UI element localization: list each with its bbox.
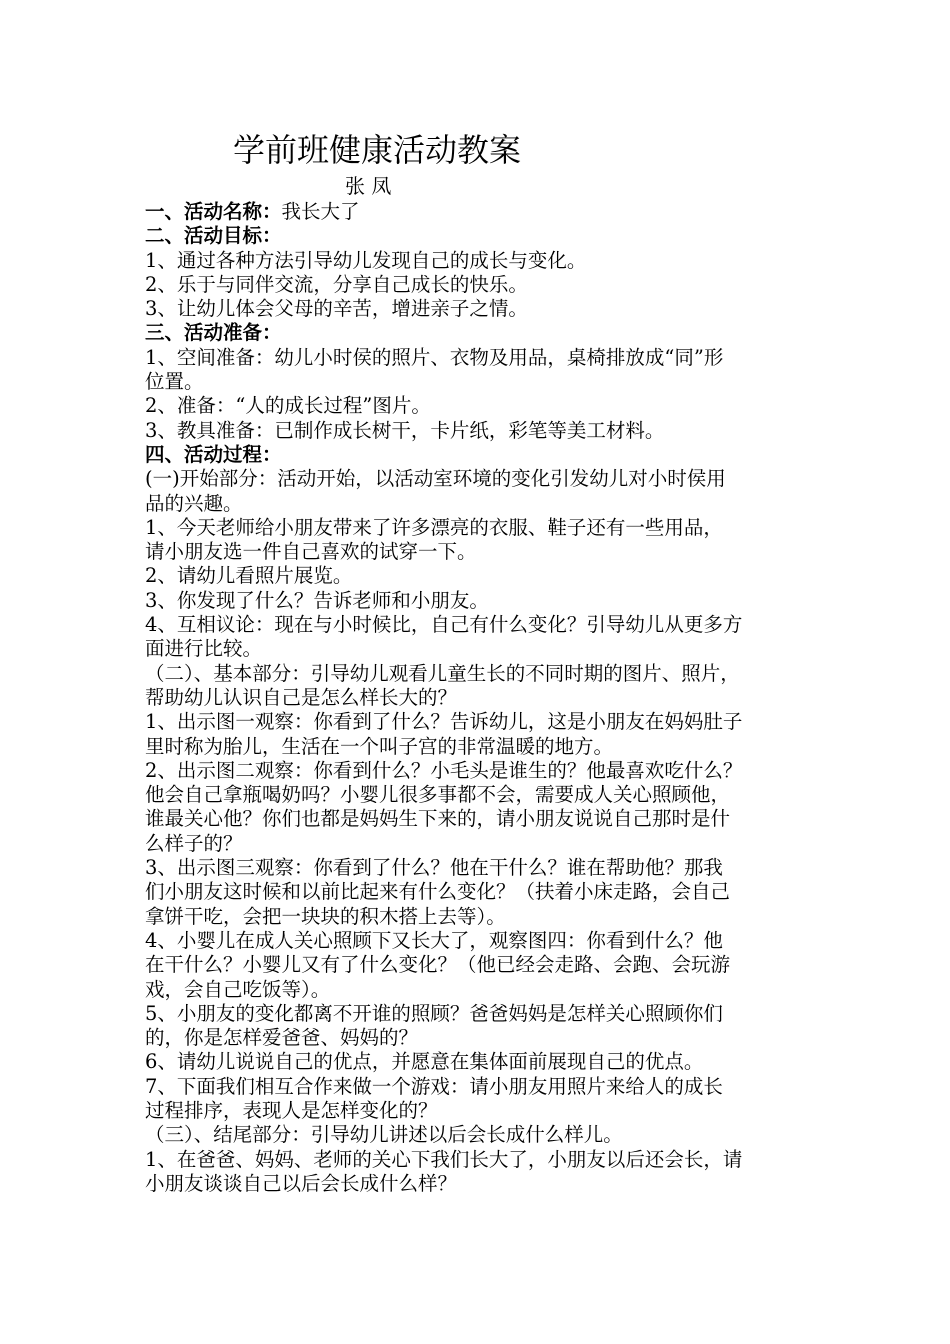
section-heading-line	[145, 224, 815, 248]
paragraph-line	[145, 492, 815, 516]
section-label: 二、活动目标：	[145, 224, 282, 248]
section-heading-line	[145, 321, 815, 345]
line-text: 戏，会自己吃饭等）。	[145, 977, 331, 1001]
line-text: （三）、结尾部分：引导幼儿讲述以后会长成什么样儿。	[145, 1123, 623, 1147]
paragraph-line	[145, 832, 815, 856]
line-text: 他会自己拿瓶喝奶吗？小婴儿很多事都不会，需要成人关心照顾他，	[145, 783, 731, 807]
line-text: 1、在爸爸、妈妈、老师的关心下我们长大了，小朋友以后还会长，请	[145, 1147, 743, 1171]
line-text: 么样子的？	[145, 831, 243, 855]
line-text: 们小朋友这时候和以前比起来有什么变化？（扶着小床走路，会自己	[145, 880, 731, 904]
line-text: 3、你发现了什么？告诉老师和小朋友。	[145, 588, 489, 612]
paragraph-line	[145, 419, 815, 443]
paragraph-line	[145, 783, 815, 807]
section-label: 一、活动名称：	[145, 200, 282, 223]
paragraph-line	[145, 1026, 815, 1050]
paragraph-line	[145, 735, 815, 759]
line-text: 的，你是怎样爱爸爸、妈妈的？	[145, 1026, 419, 1050]
line-text: 4、互相议论：现在与小时候比，自己有什么变化？引导幼儿从更多方	[145, 613, 743, 637]
paragraph-line	[145, 1099, 815, 1123]
paragraph-line	[145, 759, 815, 783]
paragraph-line	[145, 540, 815, 564]
line-text: 1、今天老师给小朋友带来了许多漂亮的衣服、鞋子还有一些用品，	[145, 515, 723, 539]
paragraph-line	[145, 370, 815, 394]
paragraph-line	[145, 346, 815, 370]
paragraph-line	[145, 710, 815, 734]
line-text: 小朋友谈谈自己以后会长成什么样？	[145, 1171, 458, 1195]
paragraph-line	[145, 662, 815, 686]
section-label: 四、活动过程：	[145, 442, 282, 466]
document-title: 学前班健康活动教案	[233, 131, 522, 169]
paragraph-line	[145, 394, 815, 418]
paragraph-line	[145, 1123, 815, 1147]
line-text: 面进行比较。	[145, 637, 263, 661]
paragraph-line	[145, 613, 815, 637]
document-body	[145, 200, 815, 1196]
paragraph-line	[145, 297, 815, 321]
line-text: 里时称为胎儿，生活在一个叫子宫的非常温暖的地方。	[145, 734, 614, 758]
line-text: 6、请幼儿说说自己的优点，并愿意在集体面前展现自己的优点。	[145, 1050, 704, 1074]
line-text: 2、出示图二观察：你看到什么？小毛头是谁生的？他最喜欢吃什么？	[145, 758, 743, 782]
line-text: 2、请幼儿看照片展览。	[145, 564, 353, 588]
line-text: 请小朋友选一件自己喜欢的试穿一下。	[145, 540, 477, 564]
line-text: 5、小朋友的变化都离不开谁的照顾？爸爸妈妈是怎样关心照顾你们	[145, 1001, 723, 1025]
paragraph-line	[145, 978, 815, 1002]
line-text: 在干什么？小婴儿又有了什么变化？（他已经会走路、会跑、会玩游	[145, 953, 731, 977]
paragraph-line	[145, 686, 815, 710]
author-name: 张 凤	[345, 174, 392, 198]
line-text: 位置。	[145, 370, 204, 394]
line-text: 2、乐于与同伴交流，分享自己成长的快乐。	[145, 272, 528, 296]
line-text: 拿饼干吃，会把一块块的积木搭上去等）。	[145, 904, 506, 928]
line-text: 1、空间准备：幼儿小时侯的照片、衣物及用品，桌椅排放成“同”形	[145, 345, 724, 369]
line-text: 2、准备：“人的成长过程”图片。	[145, 394, 431, 418]
section-heading-line	[145, 443, 815, 467]
paragraph-line	[145, 589, 815, 613]
paragraph-line	[145, 905, 815, 929]
line-text: （二）、基本部分：引导幼儿观看儿童生长的不同时期的图片、照片，	[145, 661, 740, 685]
line-text: 1、通过各种方法引导幼儿发现自己的成长与变化。	[145, 248, 587, 272]
line-text: 3、让幼儿体会父母的辛苦，增进亲子之情。	[145, 297, 528, 321]
paragraph-line	[145, 856, 815, 880]
paragraph-line	[145, 637, 815, 661]
line-text: 品的兴趣。	[145, 491, 243, 515]
paragraph-line	[145, 1075, 815, 1099]
paragraph-line	[145, 1002, 815, 1026]
paragraph-line	[145, 273, 815, 297]
paragraph-line	[145, 807, 815, 831]
paragraph-line	[145, 953, 815, 977]
section-label: 三、活动准备：	[145, 321, 282, 345]
paragraph-line	[145, 1148, 815, 1172]
line-text: 谁最关心他？你们也都是妈妈生下来的，请小朋友说说自己那时是什	[145, 807, 731, 831]
line-text: 7、下面我们相互合作来做一个游戏：请小朋友用照片来给人的成长	[145, 1074, 723, 1098]
section-heading-line	[145, 200, 815, 224]
line-text: (一)开始部分：活动开始，以活动室环境的变化引发幼儿对小时侯用	[145, 467, 726, 491]
line-text: 3、出示图三观察：你看到了什么？他在干什么？谁在帮助他？那我	[145, 856, 723, 880]
line-text: 3、教具准备：已制作成长树干，卡片纸，彩笔等美工材料。	[145, 418, 665, 442]
document-page	[145, 128, 815, 1196]
paragraph-line	[145, 249, 815, 273]
line-text: 过程排序，表现人是怎样变化的？	[145, 1098, 438, 1122]
paragraph-line	[145, 1050, 815, 1074]
line-text: 1、出示图一观察：你看到了什么？告诉幼儿，这是小朋友在妈妈肚子	[145, 710, 743, 734]
line-text: 我长大了	[281, 200, 360, 223]
paragraph-line	[145, 880, 815, 904]
paragraph-line	[145, 467, 815, 491]
line-text: 4、小婴儿在成人关心照顾下又长大了，观察图四：你看到什么？他	[145, 928, 723, 952]
paragraph-line	[145, 1172, 815, 1196]
paragraph-line	[145, 929, 815, 953]
paragraph-line	[145, 516, 815, 540]
paragraph-line	[145, 564, 815, 588]
line-text: 帮助幼儿认识自己是怎么样长大的？	[145, 685, 458, 709]
